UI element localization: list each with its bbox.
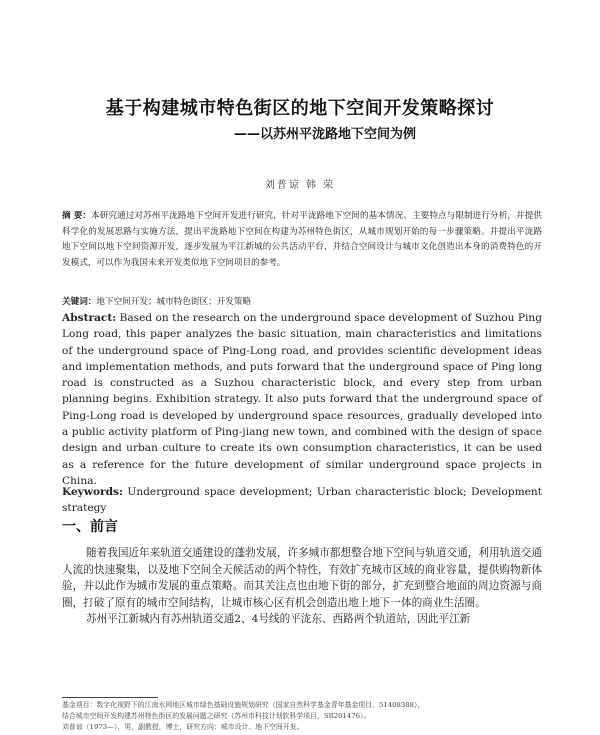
english-abstract: [62, 310, 542, 489]
chinese-abstract-text: 本研究通过对苏州平泷路地下空间开发进行研究，针对平泷路地下空间的基本情况、主要特点与限制进行分析，并提供科学化的发展思路与实施方法，提出平泷路地下空间在构建为苏州特色街区，从城市规划开始的每一步骤策略。并提出平泷路地下空间以地下空间资源开发，逐步发展为平江新城的公共活动平台，并结合空间设计与城市文化创造出本身的消费特色的开发模式，可以作为我国未来开发类似地下空间项目的参考。: [62, 211, 542, 268]
body-text: [62, 545, 542, 628]
body-paragraph: 随着我国近年来轨道交通建设的蓬勃发展，许多城市都想整合地下空间与轨道交通，利用轨道交通人流的快速聚集，以及地下空间全天候活动的两个特性，有效扩充城市区域的商业容量，提供购物新体验，并以此作为城市发展的重点策略。而其关注点也由地下街的部分，扩充到整合地面的周边资源与商圈，打破了原有的城市空间结构，让城市核心区有机会创造出地上地下一体的商业生活圈。: [62, 547, 542, 609]
footnote-divider: [62, 697, 158, 698]
footnote-author-bio: 刘普谅（1973—），男，副教授，博士，研究方向：城市设计、地下空间开发。: [62, 723, 304, 731]
chinese-keywords: [62, 295, 542, 311]
footnote-funding-continued: 结合城市空间开发构建苏州特色街区的发展问题之研究（苏州市科技计划软科学项目，SR201476）。: [62, 712, 371, 720]
english-abstract-label: Abstract:: [62, 312, 117, 324]
english-keywords-label: Keywords:: [62, 486, 123, 498]
section-heading: 一、前言: [62, 519, 118, 535]
footnote-funding: 基金项目：数字化视野下的江南水网地区城市绿色基础设施规划研究（国家自然科学基金青年基金项目，51408388），: [62, 701, 425, 709]
chinese-keywords-label: 关键词：: [62, 297, 97, 307]
english-keywords: [62, 484, 542, 517]
chinese-keywords-text: 地下空间开发；城市特色街区；开发策略: [96, 297, 252, 307]
paper-authors: 刘普谅 韩 荣: [264, 180, 336, 191]
body-paragraph: 苏州平江新城内有苏州轨道交通2、4号线的平泷东、西路两个轨道站，因此平江新: [86, 613, 471, 625]
paper-subtitle: ——以苏州平泷路地下空间为例: [233, 127, 416, 142]
english-keywords-text: Underground space development; Urban characteristic block; Development strategy: [62, 486, 542, 515]
paper-title: 基于构建城市特色街区的地下空间开发策略探讨: [105, 98, 495, 119]
chinese-abstract: [62, 209, 542, 271]
chinese-abstract-label: 摘 要：: [62, 211, 92, 221]
english-abstract-text: Based on the research on the underground space development of Suzhou Ping Long road, this paper analyzes the basic situation, main characteristics and limitations of the underground space of Ping-Long road, and provides scientific development ideas and implementation methods, and puts forward that the underground space of Ping long road is constructed as a Suzhou characteristic block, and every step from urban planning begins. Exhibition strategy. It also puts forward that the underground space of Ping-Long road is developed by underground space resources, gradually developed into a public activity platform of Ping-jiang new town, and combined with the design of space design and urban culture to create its own consumption characteristics, it can be used as a reference for the future development of similar underground space projects in China.: [62, 312, 542, 487]
